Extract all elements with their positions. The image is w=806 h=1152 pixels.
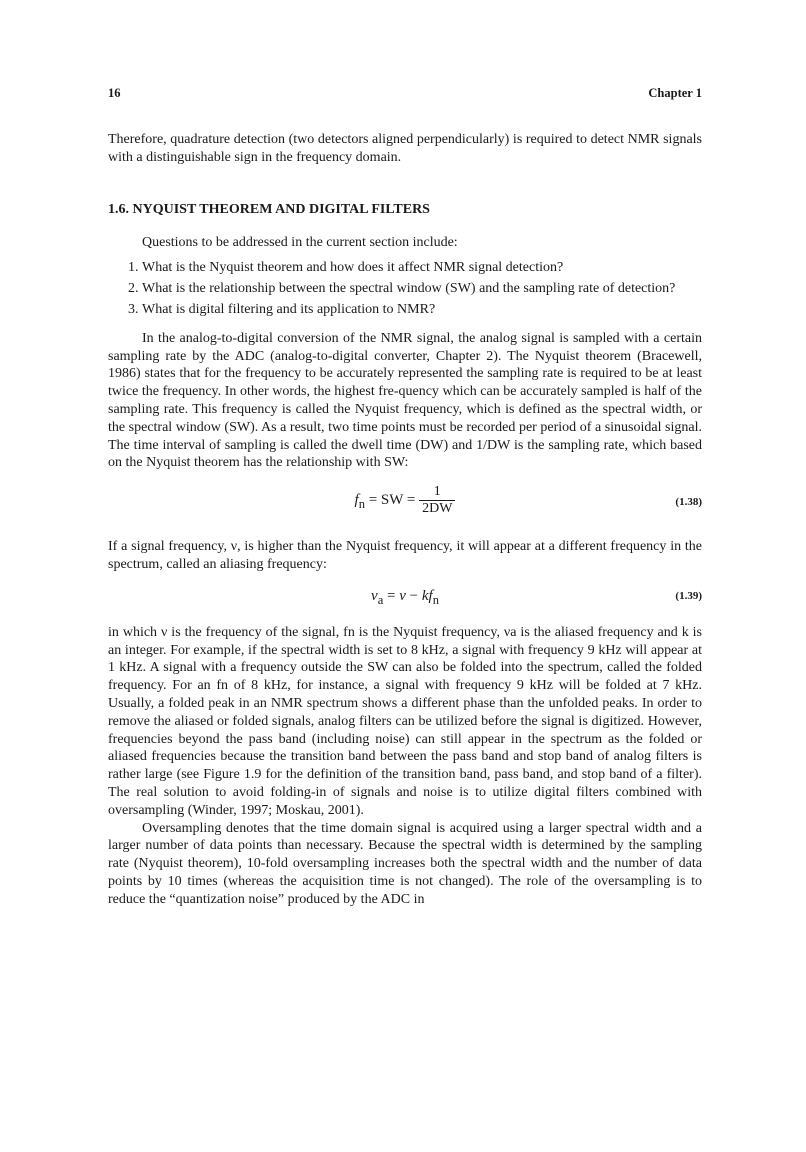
eq-sub: n: [358, 497, 365, 512]
section-heading: 1.6. NYQUIST THEOREM AND DIGITAL FILTERS: [108, 201, 430, 217]
list-item: [108, 301, 702, 319]
eq-equals: =: [383, 587, 400, 604]
running-head: [108, 86, 702, 101]
list-item-text: What is the Nyquist theorem and how does it affect NMR signal detection?: [142, 260, 564, 276]
list-item-text: What is the relationship between the spectral window (SW) and the sampling rate of detection?: [142, 281, 676, 297]
eq-var: ν: [399, 587, 406, 604]
eq-numerator: 1: [433, 484, 441, 500]
eq-var: f: [428, 587, 433, 604]
equation-math: [108, 484, 702, 517]
eq-fraction: [419, 484, 455, 517]
eq-sub: n: [432, 592, 439, 607]
page-number: 16: [108, 86, 121, 100]
list-item-number: 2.: [128, 281, 139, 297]
list-item-text: What is digital filtering and its application to NMR?: [142, 301, 436, 317]
body-paragraph: in which ν is the frequency of the signal, fn is the Nyquist frequency, νa is the aliased frequency and k is an integer. For example, if the spectral width is set to 8 kHz, a signal with frequency 9 kHz will appear at 1 kHz. A signal with a frequency outside the SW can also be folded into the spectrum, called the folded frequency. For an fn of 8 kHz, for instance, a signal with frequency 9 kHz will be folded at 7 kHz. Usually, a folded peak in an NMR spectrum shows a different phase than the unfolded peaks. In order to remove the aliased or folded signals, analog filters can be utilized before the signal is digitized. However, frequencies beyond the pass band (including noise) can still appear in the spectrum as the folded or aliased frequencies because the transition band between the pass band and stop band of analog filters is rather large (see Figure 1.9 for the definition of the transition band, pass band, and stop band of a filter). The real solution to avoid folding-in of signals and noise is to utilize digital filters combined with oversampling (Winder, 1997; Moskau, 2001).: [108, 624, 702, 818]
eq-var: f: [354, 492, 359, 509]
page: [108, 86, 702, 909]
chapter-label: Chapter 1: [648, 86, 702, 100]
list-item: [108, 280, 702, 298]
eq-sub: a: [377, 592, 384, 607]
list-item-number: 1.: [128, 260, 139, 276]
eq-minus: −: [405, 587, 422, 604]
equation-1-39: [108, 586, 702, 612]
equation-number: (1.39): [675, 589, 702, 602]
body-paragraph: If a signal frequency, ν, is higher than the Nyquist frequency, it will appear at a different frequency in the spectrum, called an aliasing frequency:: [108, 539, 702, 572]
questions-list: [108, 259, 702, 318]
intro-paragraph: Therefore, quadrature detection (two detectors aligned perpendicularly) is required to detect NMR signals with a distinguishable sign in the frequency domain.: [108, 132, 702, 165]
eq-var: ν: [371, 587, 378, 604]
body-paragraph: In the analog-to-digital conversion of the NMR signal, the analog signal is sampled with a certain sampling rate by the ADC (analog-to-digital converter, Chapter 2). The Nyquist theorem (Bracewell, 1986) states that for the frequency to be accurately represented the sampling rate is required to be at least twice the frequency. In other words, the highest fre-quency which can be accurately sampled is half of the sampling rate. This frequency is called the Nyquist frequency, which is defined as the spectral width, or the spectral window (SW). As a result, two time points must be recorded per period of a sinusoidal signal. The time interval of sampling is called the dwell time (DW) and 1/DW is the sampling rate, which based on the Nyquist theorem has the relationship with SW:: [108, 330, 702, 471]
eq-denominator: 2DW: [419, 500, 455, 517]
list-item-number: 3.: [128, 301, 139, 317]
equation-1-38: [108, 484, 702, 524]
equation-number: (1.38): [675, 496, 702, 509]
questions-intro: Questions to be addressed in the current section include:: [142, 234, 458, 250]
body-paragraph: Oversampling denotes that the time domain signal is acquired using a larger spectral width and a larger number of data points than necessary. Because the spectral width is determined by the sampling rate (Nyquist theorem), 10-fold oversampling increases both the spectral width and the number of data points by 10 times (whereas the acquisition time is not changed). The role of the oversampling is to reduce the “quantization noise” produced by the ADC in: [108, 820, 702, 907]
eq-var: k: [421, 587, 429, 604]
list-item: [108, 259, 702, 277]
eq-middle: = SW =: [364, 492, 420, 509]
equation-math: [108, 588, 702, 608]
